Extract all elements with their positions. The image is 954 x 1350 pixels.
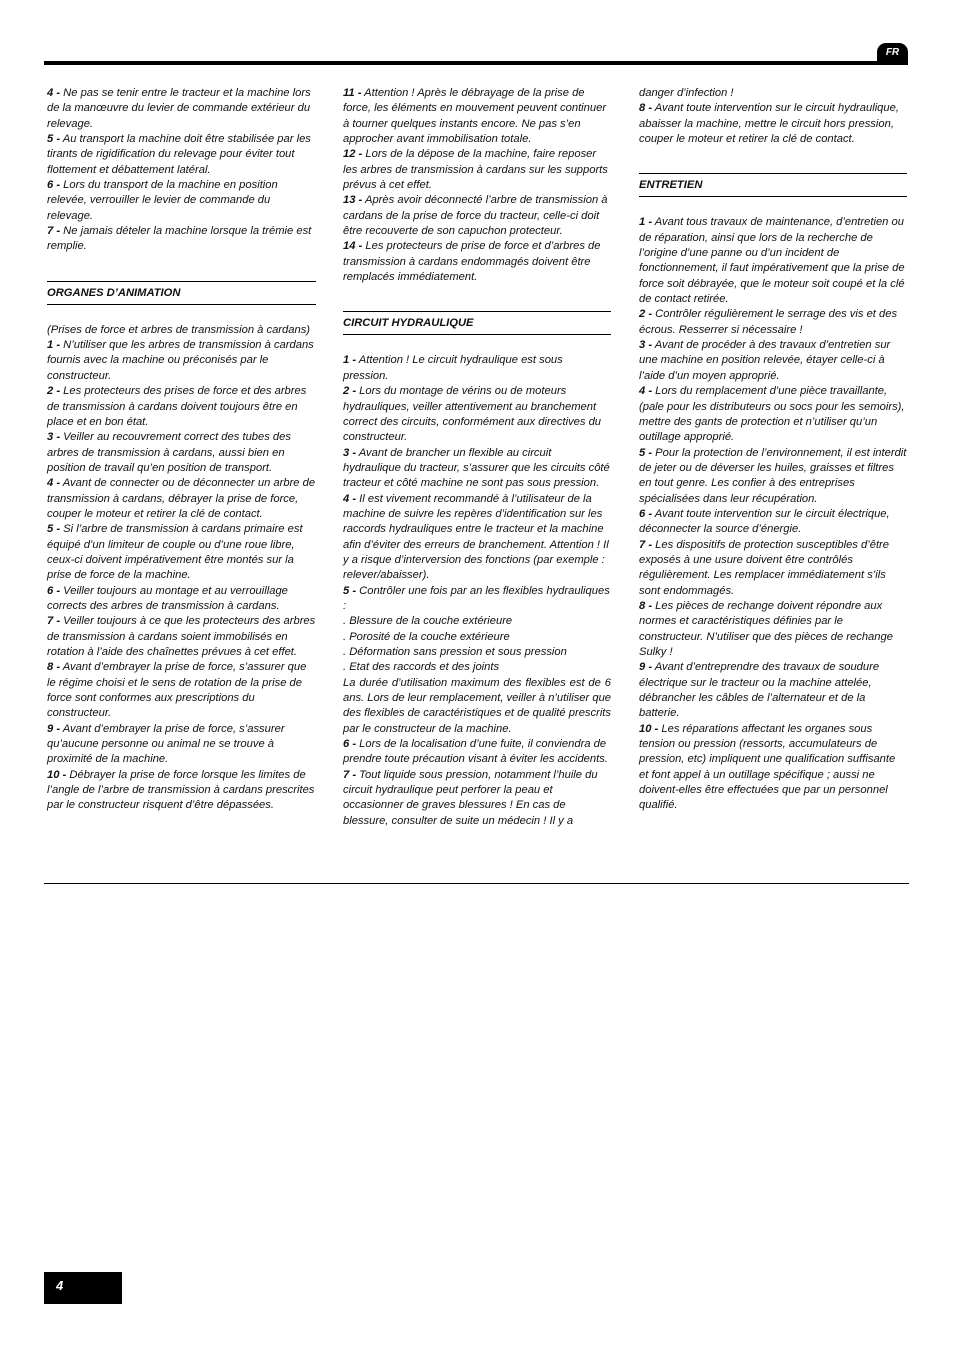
list-item — [47, 132, 316, 178]
item-number: 10 - — [47, 768, 67, 781]
list-item — [47, 384, 316, 430]
item-number: 9 - — [639, 661, 653, 674]
list-item — [47, 476, 316, 522]
item-text: Lors du remplacement d’une pièce travaillante, (pale pour les distributeurs ou socs pour les semoirs), mettre des gants de protection et n’utiliser qu’un outillage approprié. — [639, 385, 905, 444]
list-item — [343, 147, 611, 193]
item-text: Avant d’embrayer la prise de force, s’assurer que le régime choisi et le sens de rotation de la prise de force sont conformes aux prescriptions du constructeur. — [47, 661, 307, 720]
section-note: (Prises de force et arbres de transmission à cardans) — [47, 323, 311, 336]
item-number: 12 - — [343, 148, 363, 161]
list-item — [639, 215, 907, 307]
section-title-entretien: ENTRETIEN — [639, 173, 907, 197]
list-item — [343, 193, 611, 239]
list-item — [343, 584, 611, 615]
column-2 — [343, 86, 611, 829]
list-item — [639, 538, 907, 599]
list-item — [343, 768, 611, 829]
col2-items — [343, 353, 611, 614]
item-text: Lors du transport de la machine en position relevée, verrouiller le levier de commande du relevage. — [47, 179, 278, 222]
item-number: 6 - — [639, 507, 653, 520]
list-item — [47, 660, 316, 721]
list-item — [47, 584, 316, 615]
item-number: 2 - — [343, 385, 357, 398]
list-item — [639, 599, 907, 660]
item-number: 6 - — [343, 738, 357, 751]
item-text: Veiller toujours à ce que les protecteurs des arbres de transmission à cardans soient immobilisés en rotation à l’aide des chaînettes prévues à cet effet. — [47, 615, 316, 658]
item-text: Pour la protection de l’environnement, il est interdit de jeter ou de déverser les huiles, graisses et filtres en tout genre. Les confier à des entreprises spécialisées dans leur récupération. — [639, 446, 907, 505]
column-1 — [47, 86, 316, 814]
list-item — [47, 86, 316, 132]
item-number: 5 - — [47, 133, 61, 146]
item-text: Contrôler régulièrement le serrage des vis et des écrous. Resserrer si nécessaire ! — [639, 308, 898, 336]
col1-intro — [47, 86, 316, 255]
item-number: 3 - — [639, 339, 653, 352]
item-number: 8 - — [639, 599, 653, 612]
col2-intro — [343, 86, 611, 285]
list-item — [639, 660, 907, 721]
item-text: Veiller toujours au montage et au verrouillage corrects des arbres de transmission à cardans. — [47, 584, 288, 612]
item-number: 14 - — [343, 240, 363, 253]
footer-rule — [44, 883, 909, 884]
item-number: 7 - — [343, 768, 357, 781]
item-text: Si l’arbre de transmission à cardans primaire est équipé d’un limiteur de couple ou d’une roue libre, ceux-ci doivent impérativement être montés sur la prise de force de la machine. — [47, 523, 303, 582]
item-text: Avant de procéder à des travaux d’entretien sur une machine en position relevée, étayer celle-ci à l’aide d’un moyen approprié. — [639, 339, 891, 382]
column-3 — [639, 86, 907, 814]
list-item — [343, 86, 611, 147]
item-text: Avant tous travaux de maintenance, d’entretien ou de réparation, ainsi que lors de la recherche de l’origine d’une panne ou d’un incident de fonctionnement, il faut impérativement que la prise de force soit débrayée, que le moteur soit coupé et la clé de contact retirée. — [639, 216, 905, 306]
section-title-hydraulique: CIRCUIT HYDRAULIQUE — [343, 311, 611, 335]
item-text: Attention ! Après le débrayage de la prise de force, les éléments en mouvement peuvent continuer à tourner quelques instants encore. Ne pas s’en approcher avant immobilisation totale. — [343, 87, 607, 146]
item-text: Ne pas se tenir entre le tracteur et la machine lors de la manœuvre du levier de commande extérieur du relevage. — [47, 87, 311, 130]
item-text: Les dispositifs de protection susceptibles d’être exposés à une usure doivent être contrôlés régulièrement. Les remplacer immédiatement s’ils sont endommagés. — [639, 538, 889, 597]
col3-items — [639, 215, 907, 813]
item-text: Avant toute intervention sur le circuit électrique, déconnecter la source d’énergie. — [639, 507, 890, 536]
item-number: 7 - — [47, 225, 61, 238]
item-number: 1 - — [343, 354, 357, 367]
item-text: Lors de la localisation d’une fuite, il conviendra de prendre toute précaution visant à éviter les accidents. — [343, 738, 608, 766]
check-item: . Porosité de la couche extérieure — [343, 630, 510, 643]
item-text: Avant toute intervention sur le circuit hydraulique, abaisser la machine, mettre le circuit hors pression, couper le moteur et retirer la clé de contact. — [639, 102, 899, 146]
list-item — [47, 768, 316, 814]
item-text: Après avoir déconnecté l’arbre de transmission à cardans de la prise de force du tracteur, celle-ci doit être recouverte de son capuchon protecteur. — [343, 194, 608, 238]
item-number: 4 - — [47, 477, 61, 490]
item-text: Avant d’entreprendre des travaux de soudure électrique sur le tracteur ou la machine attelée, débrancher les câbles de l’alternateur et de la batterie. — [639, 661, 880, 720]
item-text: N’utiliser que les arbres de transmission à cardans fournis avec la machine ou préconisés par le constructeur. — [47, 339, 314, 382]
hose-note: La durée d’utilisation maximum des flexibles est de 6 ans. Lors de leur remplacement, veiller à n’utiliser que des flexibles de caractéristiques et de qualité prescrits par le constructeur de la machine. — [343, 676, 612, 735]
list-item — [639, 101, 907, 147]
list-item — [343, 446, 611, 492]
list-item — [343, 239, 611, 285]
list-item — [639, 384, 907, 445]
item-number: 8 - — [47, 661, 61, 674]
item-number: 5 - — [639, 446, 653, 459]
item-number: 2 - — [639, 308, 653, 321]
list-item — [343, 737, 611, 768]
list-item — [639, 307, 907, 338]
item-number: 4 - — [343, 492, 357, 505]
item-number: 4 - — [639, 385, 653, 398]
check-item: . Blessure de la couche extérieure — [343, 615, 513, 628]
list-item — [343, 384, 611, 445]
item-text: Les protecteurs de prise de force et d’arbres de transmission à cardans endommagés doivent être remplacés immédiatement. — [343, 240, 601, 284]
language-badge: FR — [877, 43, 908, 63]
col1-items — [47, 338, 316, 814]
item-text: Veiller au recouvrement correct des tubes des arbres de transmission à cardans, aussi bien en position de travail qu’en position de transport. — [47, 431, 291, 474]
item-number: 6 - — [47, 179, 61, 192]
item-number: 10 - — [639, 722, 659, 735]
item-text: Débrayer la prise de force lorsque les limites de l’angle de l’arbre de transmission à cardans prescrites par le constructeur risquent d’être dépassées. — [47, 768, 315, 812]
item-number: 3 - — [47, 431, 61, 444]
item-number: 7 - — [47, 615, 61, 628]
list-item — [47, 178, 316, 224]
list-item — [47, 338, 316, 384]
item-number: 4 - — [47, 87, 61, 99]
item-text: Au transport la machine doit être stabilisée par les tirants de rigidification du relevage pour éviter tout flottement et débattement latéral. — [47, 133, 311, 176]
item-text: Les pièces de rechange doivent répondre aux normes et caractéristiques définies par le constructeur. N’utiliser que des pièces de rechange Sulky ! — [639, 599, 893, 658]
item-text: Les réparations affectant les organes sous tension ou pression (ressorts, accumulateurs de pression, etc) impliquent une qualification suffisante et font appel à un outillage spécifique ; aussi ne doivent-elles être effectuées que par un personnel qualifié. — [639, 722, 896, 812]
check-item: . Etat des raccords et des joints — [343, 661, 500, 674]
hose-checks — [343, 614, 611, 675]
section-title-organes: ORGANES D’ANIMATION — [47, 281, 316, 305]
item-number: 2 - — [47, 385, 61, 398]
item-text: Contrôler une fois par an les flexibles hydrauliques : — [343, 584, 610, 612]
item-number: 5 - — [47, 523, 61, 536]
item-number: 3 - — [343, 446, 357, 459]
list-item — [639, 338, 907, 384]
col3-intro — [639, 101, 907, 147]
item-text: Les protecteurs des prises de force et des arbres de transmission à cardans doivent toujours être en place et en bon état. — [47, 385, 307, 428]
list-item — [639, 446, 907, 507]
check-item: . Déformation sans pression et sous pression — [343, 646, 567, 658]
item-text: Ne jamais dételer la machine lorsque la trémie est remplie. — [47, 225, 312, 253]
header-rule — [44, 61, 908, 65]
item-text: Attention ! Le circuit hydraulique est sous pression. — [343, 354, 563, 382]
item-number: 11 - — [343, 87, 362, 99]
list-item — [343, 492, 611, 584]
list-item — [47, 722, 316, 768]
item-number: 9 - — [47, 722, 61, 735]
list-item — [47, 430, 316, 476]
page-number: 4 — [44, 1272, 122, 1304]
list-item — [639, 722, 907, 814]
item-number: 13 - — [343, 194, 363, 207]
item-text: Tout liquide sous pression, notamment l’huile du circuit hydraulique peut perforer la peau et occasionner de graves blessures ! En cas de blessure, consulter de suite un médecin ! Il y a — [343, 768, 598, 827]
list-item — [47, 614, 316, 660]
item-text: Il est vivement recommandé à l’utilisateur de la machine de suivre les repères d’identification sur les raccords hydrauliques entre le tracteur et la machine afin d’éviter des erreurs de branchement. Attention ! Il y a risque d’interversion des fonctions (par exemple : relever/abaisser). — [343, 492, 609, 582]
item-number: 7 - — [639, 538, 653, 551]
list-item — [639, 507, 907, 538]
col2-items-after — [343, 737, 611, 829]
list-item — [47, 522, 316, 583]
item-text: Avant d’embrayer la prise de force, s’assurer qu’aucune personne ou animal ne se trouve à proximité de la machine. — [47, 722, 285, 766]
item-text: Lors du montage de vérins ou de moteurs hydrauliques, veiller attentivement au branchement correct des circuits, conformément aux directives du constructeur. — [343, 385, 602, 444]
item-text: Lors de la dépose de la machine, faire reposer les arbres de transmission à cardans sur les supports prévus à cet effet. — [343, 148, 608, 192]
list-item — [343, 353, 611, 384]
item-text: Avant de connecter ou de déconnecter un arbre de transmission à cardans, débrayer la prise de force, couper le moteur et retirer la clé de contact. — [47, 477, 316, 520]
item-number: 1 - — [47, 339, 61, 352]
list-item — [47, 224, 316, 255]
item-number: 5 - — [343, 584, 357, 597]
item-number: 1 - — [639, 216, 653, 229]
item-number: 6 - — [47, 584, 61, 597]
continuation-text: danger d’infection ! — [639, 87, 734, 99]
item-number: 8 - — [639, 102, 653, 115]
item-text: Avant de brancher un flexible au circuit hydraulique du tracteur, s’assurer que les circuits côté tracteur et côté machine ne sont pas sous pression. — [343, 446, 610, 490]
